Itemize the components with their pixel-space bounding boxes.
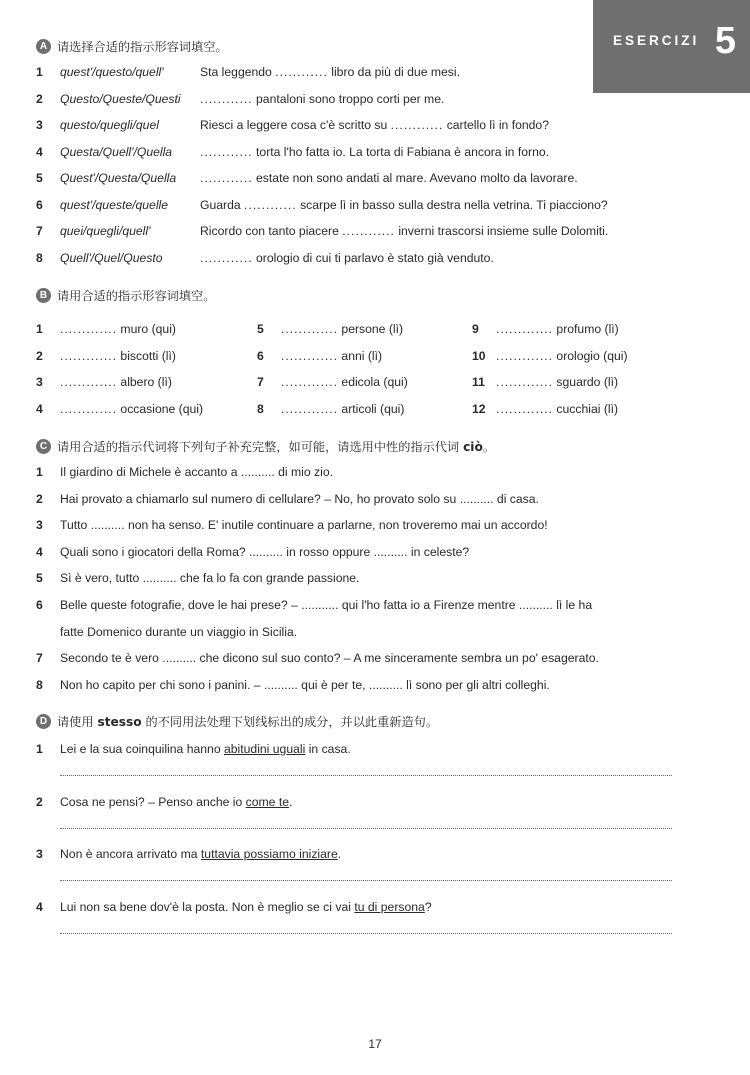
item-number: 11 xyxy=(472,375,485,389)
item-options: quei/quegli/quell' xyxy=(60,224,151,238)
item-number: 6 xyxy=(257,348,264,363)
item-number: 7 xyxy=(257,375,264,389)
item-text-before: Guarda xyxy=(200,197,241,212)
exercise-b-item xyxy=(257,319,403,339)
item-text: Secondo te è vero .......... che dicono sul suo conto? – A me sinceramente sembra un po' esagerato. xyxy=(60,651,599,666)
item-text-after: in casa. xyxy=(305,742,351,756)
answer-blank[interactable]: ............ xyxy=(390,118,444,132)
item-text-after: orologio di cui ti parlavo è stato già venduto. xyxy=(256,250,494,265)
item-number: 2 xyxy=(36,91,43,106)
exercise-b-item xyxy=(472,319,619,339)
page-number: 17 xyxy=(368,1037,382,1051)
exercise-c-item xyxy=(36,648,599,668)
answer-blank[interactable]: ............. xyxy=(281,348,339,363)
answer-blank[interactable]: ............. xyxy=(281,322,339,336)
item-text-after: ? xyxy=(424,899,432,914)
exercise-c-item xyxy=(36,595,592,615)
chapter-number: 5 xyxy=(714,20,736,62)
exercise-d-item xyxy=(36,792,292,812)
underlined-phrase: tuttavia possiamo iniziare xyxy=(200,847,338,861)
item-number: 2 xyxy=(36,491,43,506)
answer-line[interactable] xyxy=(60,933,672,935)
exercise-c-item xyxy=(36,489,539,509)
item-number: 8 xyxy=(36,250,43,265)
exercise-b xyxy=(36,285,716,416)
exercise-a-item xyxy=(36,221,608,241)
item-word: sguardo (lì) xyxy=(556,375,619,389)
item-number: 7 xyxy=(36,651,43,666)
item-number: 4 xyxy=(36,401,43,416)
item-text: Tutto .......... non ha senso. E' inutile continuare a parlarne, non troveremo mai un accordo! xyxy=(60,518,548,533)
item-number: 6 xyxy=(36,598,43,612)
exercise-a-title xyxy=(36,36,716,56)
answer-blank[interactable]: ............. xyxy=(60,348,118,363)
item-word: edicola (qui) xyxy=(341,375,408,389)
item-number: 12 xyxy=(472,401,486,416)
exercise-a-item xyxy=(36,62,460,82)
answer-blank[interactable]: ............. xyxy=(496,348,554,363)
exercise-c-item xyxy=(36,515,548,535)
item-text-before: Lei e la sua coinquilina hanno xyxy=(60,742,224,756)
item-options: quest'/questo/quell' xyxy=(60,65,164,79)
answer-line[interactable] xyxy=(60,775,672,777)
item-number: 1 xyxy=(36,322,43,336)
item-word: muro (qui) xyxy=(120,322,176,336)
exercise-c-instruction xyxy=(57,438,495,455)
answer-line[interactable] xyxy=(60,880,672,882)
item-number: 3 xyxy=(36,847,43,861)
item-text: fatte Domenico durante un viaggio in Sicilia. xyxy=(60,624,298,639)
item-text-before: Sta leggendo xyxy=(200,65,272,79)
exercise-b-instruction: 请用合适的指示形容词填空。 xyxy=(57,288,216,303)
exercise-d-title xyxy=(36,711,716,731)
exercise-c-item xyxy=(36,675,550,695)
answer-blank[interactable]: ............. xyxy=(496,401,554,416)
item-number: 2 xyxy=(36,794,43,809)
answer-blank[interactable]: ............ xyxy=(200,144,253,159)
item-text: Belle queste fotografie, dove le hai prese? – ........... qui l'ho fatta io a Firenze mentre .......... lì le ha xyxy=(60,598,593,612)
exercise-c-title xyxy=(36,436,716,456)
item-number: 6 xyxy=(36,197,43,212)
exercise-b-item xyxy=(472,399,618,419)
exercise-b-item xyxy=(36,319,176,339)
item-text-after: pantaloni sono troppo corti per me. xyxy=(256,91,445,106)
answer-blank[interactable]: ............ xyxy=(342,224,395,238)
item-number: 4 xyxy=(36,899,43,914)
exercise-d-instruction xyxy=(57,713,438,730)
exercise-d-item xyxy=(36,739,351,759)
item-options: Quest'/Questa/Quella xyxy=(60,171,177,185)
exercise-b-item xyxy=(257,399,404,419)
item-text-after: scarpe lì in basso sulla destra nella vetrina. Ti piacciono? xyxy=(300,197,608,212)
item-options: questo/quegli/quel xyxy=(60,118,159,132)
exercise-c-badge: C xyxy=(36,439,51,454)
exercise-d-item xyxy=(36,897,432,917)
exercise-c-item xyxy=(36,542,469,562)
item-number: 3 xyxy=(36,518,43,533)
exercise-d xyxy=(36,711,716,914)
item-text-before: Riesci a leggere cosa c'è scritto su xyxy=(200,118,388,132)
answer-blank[interactable]: ............ xyxy=(200,171,253,185)
item-text-after: inverni trascorsi insieme sulle Dolomiti. xyxy=(398,224,609,238)
answer-blank[interactable]: ............. xyxy=(60,401,118,416)
item-word: albero (lì) xyxy=(120,375,172,389)
answer-blank[interactable]: ............. xyxy=(60,375,118,389)
item-text-after: estate non sono andati al mare. Avevano molto da lavorare. xyxy=(256,171,578,185)
item-number: 5 xyxy=(36,171,43,185)
exercise-a xyxy=(36,36,716,265)
item-number: 1 xyxy=(36,465,43,479)
item-text: Il giardino di Michele è accanto a .......... di mio zio. xyxy=(60,465,333,479)
answer-blank[interactable]: ............. xyxy=(496,375,554,389)
exercise-d-keyword: stesso xyxy=(97,714,142,729)
item-number: 9 xyxy=(472,322,479,336)
exercise-b-item xyxy=(36,399,203,419)
item-word: persone (lì) xyxy=(341,322,404,336)
exercise-d-badge: D xyxy=(36,714,51,729)
item-number: 4 xyxy=(36,544,43,559)
item-number: 4 xyxy=(36,144,43,159)
exercise-b-title xyxy=(36,285,716,305)
item-text-after: . xyxy=(337,847,342,861)
exercise-a-item xyxy=(36,89,444,109)
answer-blank[interactable]: ............. xyxy=(60,322,118,336)
item-number: 5 xyxy=(36,571,43,586)
exercise-a-item xyxy=(36,195,608,215)
item-text-before: Cosa ne pensi? – Penso anche io xyxy=(60,794,246,809)
exercise-a-item xyxy=(36,142,549,162)
answer-blank[interactable]: ............ xyxy=(200,250,253,265)
item-number: 3 xyxy=(36,375,43,389)
answer-blank[interactable]: ............ xyxy=(200,91,253,106)
answer-blank[interactable]: ............. xyxy=(281,401,339,416)
answer-line[interactable] xyxy=(60,828,672,830)
item-word: occasione (qui) xyxy=(120,401,204,416)
exercise-c-item xyxy=(36,622,297,642)
item-number: 8 xyxy=(36,677,43,692)
answer-blank[interactable]: ............ xyxy=(244,197,297,212)
exercise-c-keyword: ciò xyxy=(463,439,483,454)
item-text: Quali sono i giocatori della Roma? .......... in rosso oppure .......... in celeste? xyxy=(60,544,470,559)
item-word: cucchiai (lì) xyxy=(556,401,619,416)
item-text: Hai provato a chiamarlo sul numero di cellulare? – No, ho provato solo su .......... di casa. xyxy=(60,491,539,506)
item-options: Quell'/Quel/Questo xyxy=(60,250,163,265)
exercise-b-item xyxy=(472,372,618,392)
underlined-phrase: tu di persona xyxy=(354,899,425,914)
underlined-phrase: abitudini uguali xyxy=(223,742,306,756)
item-number: 1 xyxy=(36,742,43,756)
exercise-a-instruction: 请选择合适的指示形容词填空。 xyxy=(57,39,228,54)
exercise-a-badge: A xyxy=(36,39,51,54)
item-word: articoli (qui) xyxy=(341,401,405,416)
exercise-c-instruction-text: 请用合适的指示代词将下列句子补充完整，如可能，请选用中性的指示代词 xyxy=(57,439,460,454)
exercise-a-item xyxy=(36,248,494,268)
item-text-after: torta l'ho fatta io. La torta di Fabiana è ancora in forno. xyxy=(256,144,550,159)
exercise-b-item xyxy=(36,372,172,392)
item-text-before: Lui non sa bene dov'è la posta. Non è meglio se ci vai xyxy=(60,899,355,914)
exercise-a-item xyxy=(36,115,549,135)
exercise-b-item xyxy=(472,346,628,366)
exercise-c-item xyxy=(36,568,359,588)
exercise-d-instruction-end: 的不同用法处理下划线标出的成分，并以此重新造句。 xyxy=(145,714,439,729)
item-number: 5 xyxy=(257,322,264,336)
item-number: 2 xyxy=(36,348,43,363)
exercise-b-badge: B xyxy=(36,288,51,303)
item-text-before: Ricordo con tanto piacere xyxy=(200,224,339,238)
item-number: 1 xyxy=(36,65,43,79)
item-word: profumo (lì) xyxy=(556,322,619,336)
item-text-after: libro da più di due mesi. xyxy=(331,65,460,79)
exercise-b-item xyxy=(257,372,408,392)
item-number: 10 xyxy=(472,348,486,363)
item-number: 3 xyxy=(36,118,43,132)
answer-blank[interactable]: ............. xyxy=(496,322,554,336)
item-text-after: . xyxy=(289,794,293,809)
exercise-c-instruction-end: 。 xyxy=(482,439,496,454)
answer-blank[interactable]: ............. xyxy=(281,375,339,389)
chapter-label: ESERCIZI xyxy=(613,33,700,48)
item-number: 7 xyxy=(36,224,43,238)
item-word: biscotti (lì) xyxy=(120,348,176,363)
item-text: Non ho capito per chi sono i panini. – .......... qui è per te, .......... lì sono per gli altri colleghi. xyxy=(60,677,550,692)
exercise-d-instruction-text: 请使用 xyxy=(57,714,94,729)
item-text: Sì è vero, tutto .......... che fa lo fa con grande passione. xyxy=(60,571,360,586)
item-text-before: Non è ancora arrivato ma xyxy=(60,847,201,861)
item-number: 8 xyxy=(257,401,264,416)
item-word: orologio (qui) xyxy=(556,348,628,363)
exercise-a-item xyxy=(36,168,578,188)
item-word: anni (lì) xyxy=(341,348,383,363)
exercise-c-item xyxy=(36,462,333,482)
exercise-b-item xyxy=(36,346,176,366)
exercise-b-item xyxy=(257,346,382,366)
item-options: Questa/Quell'/Quella xyxy=(60,144,173,159)
item-options: quest'/queste/quelle xyxy=(60,197,169,212)
answer-blank[interactable]: ............ xyxy=(275,65,328,79)
item-text-after: cartello lì in fondo? xyxy=(446,118,549,132)
underlined-phrase: come te xyxy=(245,794,290,809)
exercise-c xyxy=(36,436,716,692)
exercise-d-item xyxy=(36,844,341,864)
item-options: Questo/Queste/Questi xyxy=(60,91,181,106)
